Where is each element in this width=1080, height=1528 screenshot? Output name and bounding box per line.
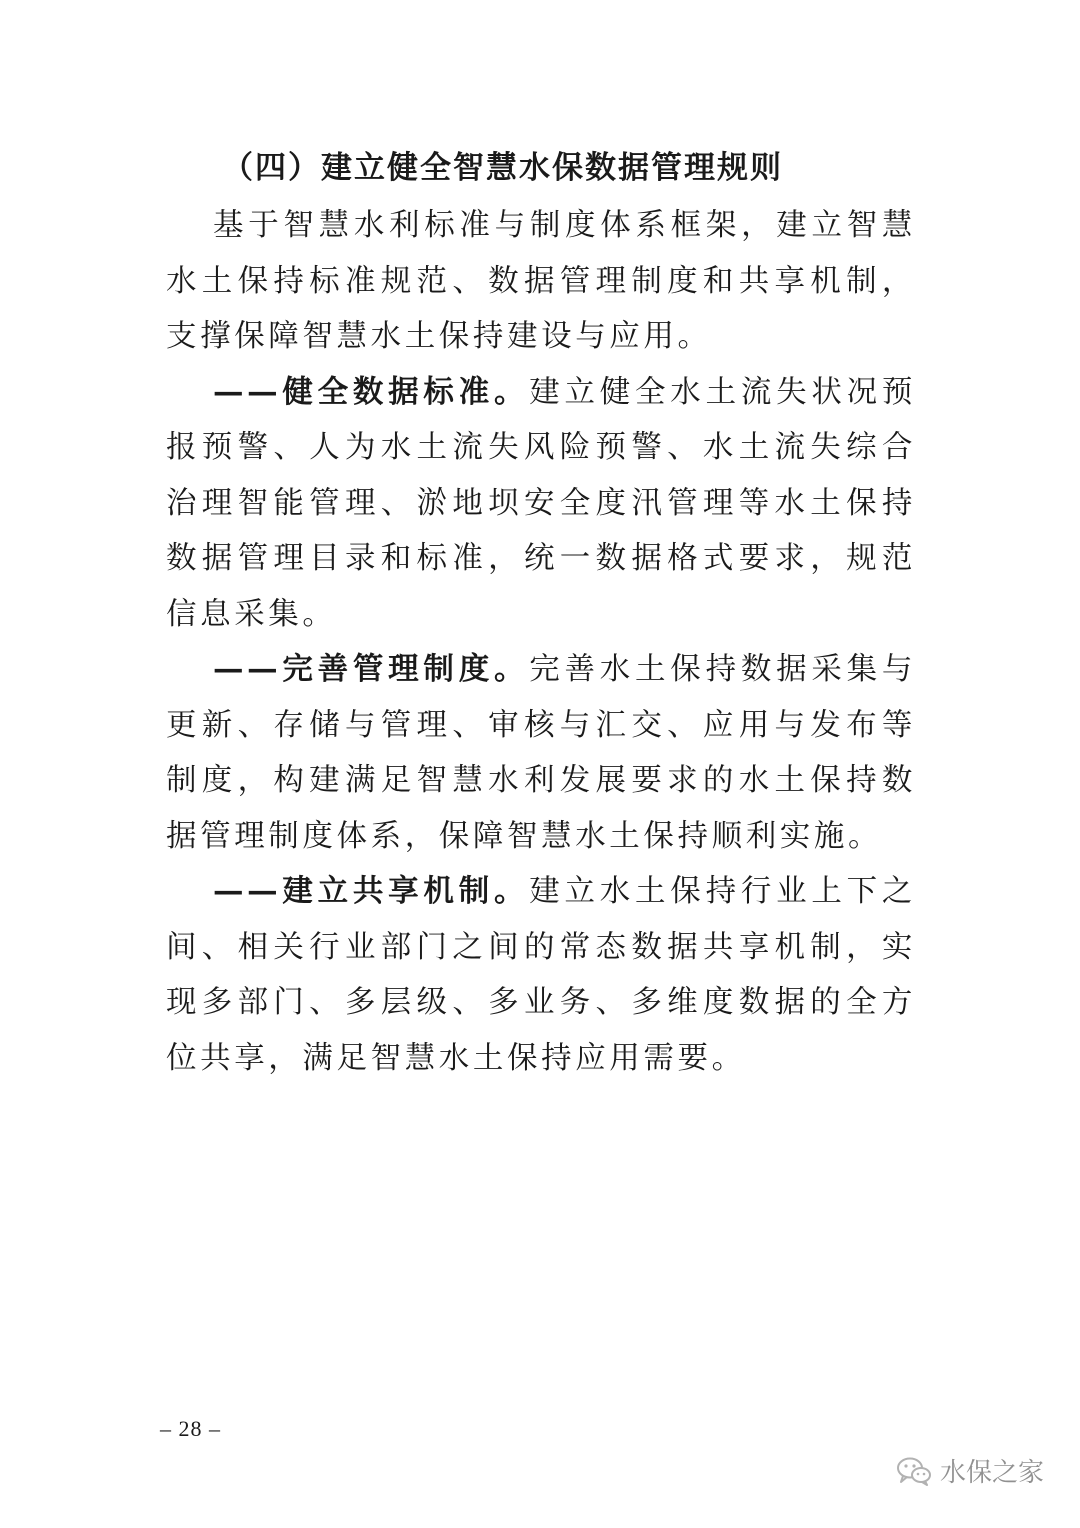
paragraph-lead: ——健全数据标准。 (213, 373, 530, 410)
paragraph-data-standards (166, 365, 916, 643)
paragraph-lead: ——建立共享机制。 (213, 873, 530, 909)
paragraph-sharing-mechanism (166, 864, 916, 1086)
paragraph-text: 建立水土保持行业上下之间、相关行业部门之间的常态数据共享机制，实现多部门、多层级、多业务、多维度数据的全方位共享，满足智慧水土保持应用需要。 (166, 874, 916, 1076)
watermark (896, 1452, 1044, 1489)
paragraph-lead: ——完善管理制度。 (213, 651, 530, 687)
watermark-text: 水保之家 (939, 1458, 1044, 1488)
paragraph-management-system (166, 642, 916, 864)
body-text (166, 198, 916, 1086)
page-number: – 28 – (160, 1416, 221, 1441)
paragraph-text: 完善水土保持数据采集与更新、存储与管理、审核与汇交、应用与发布等制度，构建满足智慧水利发展要求的水土保持数据管理制度体系，保障智慧水土保持顺利实施。 (166, 652, 916, 854)
paragraph-text: 基于智慧水利标准与制度体系框架，建立智慧水土保持标准规范、数据管理制度和共享机制，支撑保障智慧水土保持建设与应用。 (166, 208, 916, 354)
paragraph-text: 建立健全水土流失状况预报预警、人为水土流失风险预警、水土流失综合治理智能管理、淤地坝安全度汛管理等水土保持数据管理目录和标准，统一数据格式要求，规范信息采集。 (166, 374, 916, 632)
section-heading: （四）建立健全智慧水保数据管理规则 (222, 150, 783, 186)
wechat-icon (896, 1456, 932, 1486)
paragraph-intro (166, 198, 916, 365)
